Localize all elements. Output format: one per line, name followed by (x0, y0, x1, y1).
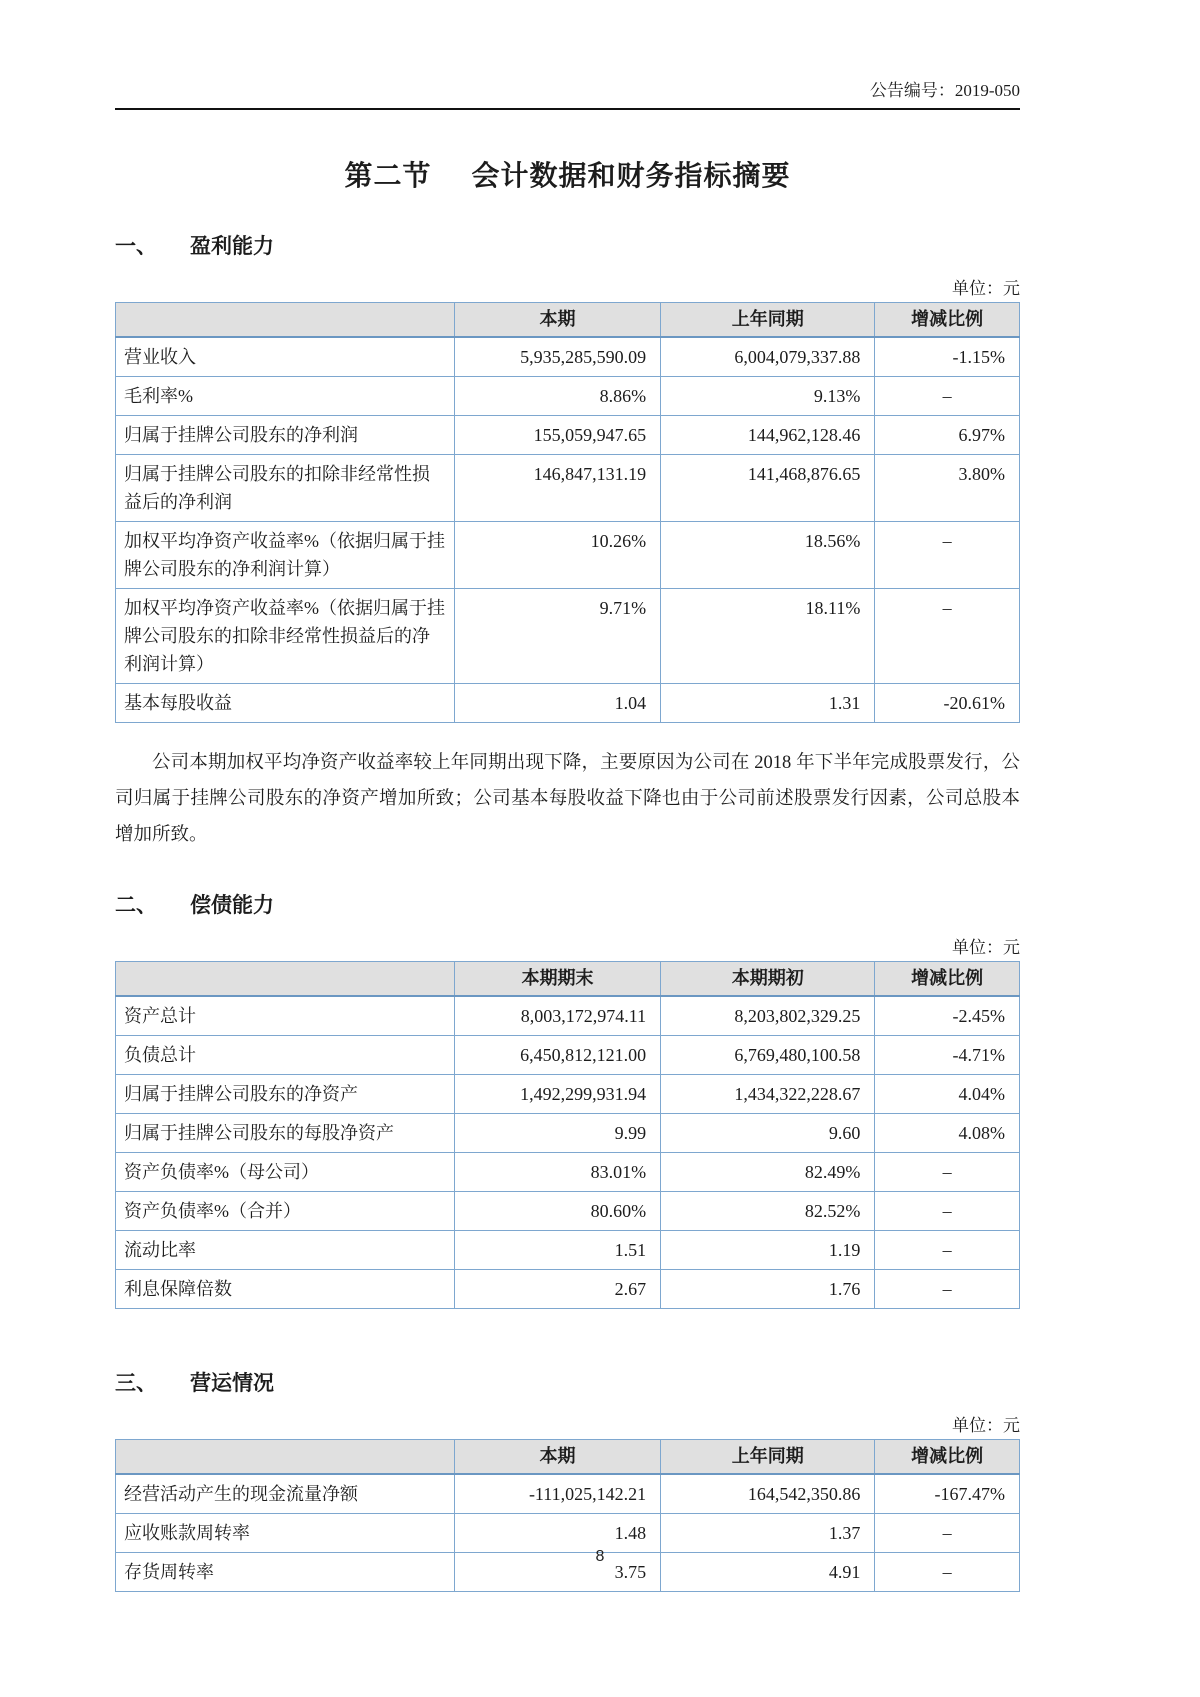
column-header: 增减比例 (875, 962, 1020, 997)
cell-value: – (875, 1270, 1020, 1309)
table-row (116, 522, 1020, 589)
cell-value: 141,468,876.65 (661, 455, 875, 522)
row-label: 归属于挂牌公司股东的净资产 (116, 1075, 455, 1114)
cell-value: 146,847,131.19 (455, 455, 661, 522)
cell-value: 1.31 (661, 684, 875, 723)
cell-value: 9.60 (661, 1114, 875, 1153)
row-label: 营业收入 (116, 337, 455, 377)
section-index: 三、 (115, 1372, 157, 1395)
cell-value: – (875, 377, 1020, 416)
row-label: 资产负债率%（母公司） (116, 1153, 455, 1192)
cell-value: 4.04% (875, 1075, 1020, 1114)
cell-value: 1.37 (661, 1514, 875, 1553)
row-label: 毛利率% (116, 377, 455, 416)
column-header: 本期 (455, 303, 661, 338)
table-row (116, 996, 1020, 1036)
page-title-section-no: 第二节 (344, 160, 432, 191)
cell-value: 1,434,322,228.67 (661, 1075, 875, 1114)
section-heading-operations (115, 1367, 1020, 1397)
cell-value: – (875, 522, 1020, 589)
profitability-table (115, 302, 1020, 723)
cell-value: – (875, 1514, 1020, 1553)
row-label: 加权平均净资产收益率%（依据归属于挂牌公司股东的净利润计算） (116, 522, 455, 589)
cell-value: 18.11% (661, 589, 875, 684)
page-title (115, 154, 1020, 194)
cell-value: 3.75 (455, 1553, 661, 1592)
cell-value: 155,059,947.65 (455, 416, 661, 455)
column-header: 上年同期 (661, 1440, 875, 1475)
table-row (116, 1075, 1020, 1114)
table-row (116, 684, 1020, 723)
table-row (116, 1231, 1020, 1270)
row-label: 存货周转率 (116, 1553, 455, 1592)
cell-value: 82.52% (661, 1192, 875, 1231)
note-paragraph: 公司本期加权平均净资产收益率较上年同期出现下降，主要原因为公司在 2018 年下半年完成股票发行，公司归属于挂牌公司股东的净资产增加所致；公司基本每股收益下降也由于公司前述股票发行因素，公司总股本增加所致。 (115, 753, 1020, 845)
table-row (116, 1114, 1020, 1153)
table-row (116, 1474, 1020, 1514)
row-label: 归属于挂牌公司股东的扣除非经常性损益后的净利润 (116, 455, 455, 522)
cell-value: -167.47% (875, 1474, 1020, 1514)
column-header: 增减比例 (875, 303, 1020, 338)
table-row (116, 377, 1020, 416)
solvency-table (115, 961, 1020, 1309)
cell-value: 1.19 (661, 1231, 875, 1270)
table-row (116, 1270, 1020, 1309)
row-label-header (116, 1440, 455, 1475)
section-heading-label: 偿债能力 (190, 894, 274, 917)
cell-value: 1.48 (455, 1514, 661, 1553)
cell-value: 144,962,128.46 (661, 416, 875, 455)
unit-label: 单位：元 (952, 938, 1020, 957)
row-label: 应收账款周转率 (116, 1514, 455, 1553)
cell-value: – (875, 1192, 1020, 1231)
row-label: 加权平均净资产收益率%（依据归属于挂牌公司股东的扣除非经常性损益后的净利润计算） (116, 589, 455, 684)
column-header: 增减比例 (875, 1440, 1020, 1475)
table-row (116, 589, 1020, 684)
cell-value: 164,542,350.86 (661, 1474, 875, 1514)
page-number: 8 (595, 1548, 605, 1565)
section-heading-label: 盈利能力 (190, 235, 274, 258)
cell-value: 1.04 (455, 684, 661, 723)
row-label-header (116, 303, 455, 338)
cell-value: 9.99 (455, 1114, 661, 1153)
cell-value: 5,935,285,590.09 (455, 337, 661, 377)
announcement-number: 公告编号：2019-050 (869, 81, 1020, 100)
cell-value: 82.49% (661, 1153, 875, 1192)
row-label: 归属于挂牌公司股东的净利润 (116, 416, 455, 455)
cell-value: -2.45% (875, 996, 1020, 1036)
cell-value: -111,025,142.21 (455, 1474, 661, 1514)
row-label: 资产负债率%（合并） (116, 1192, 455, 1231)
cell-value: -4.71% (875, 1036, 1020, 1075)
cell-value: 4.91 (661, 1553, 875, 1592)
unit-label: 单位：元 (952, 279, 1020, 298)
unit-label: 单位：元 (952, 1416, 1020, 1435)
table-header-row (116, 962, 1020, 997)
cell-value: 18.56% (661, 522, 875, 589)
cell-value: 6,004,079,337.88 (661, 337, 875, 377)
cell-value: -20.61% (875, 684, 1020, 723)
cell-value: -1.15% (875, 337, 1020, 377)
cell-value: 4.08% (875, 1114, 1020, 1153)
table-row (116, 1153, 1020, 1192)
table-header-row (116, 303, 1020, 338)
cell-value: 9.13% (661, 377, 875, 416)
cell-value: 8,203,802,329.25 (661, 996, 875, 1036)
cell-value: 2.67 (455, 1270, 661, 1309)
table-row (116, 337, 1020, 377)
column-header: 本期期初 (661, 962, 875, 997)
table-row (116, 455, 1020, 522)
cell-value: 3.80% (875, 455, 1020, 522)
cell-value: 6,450,812,121.00 (455, 1036, 661, 1075)
cell-value: – (875, 1553, 1020, 1592)
row-label: 归属于挂牌公司股东的每股净资产 (116, 1114, 455, 1153)
cell-value: 1.76 (661, 1270, 875, 1309)
column-header: 上年同期 (661, 303, 875, 338)
cell-value: – (875, 589, 1020, 684)
cell-value: 6.97% (875, 416, 1020, 455)
table-row (116, 416, 1020, 455)
section-index: 一、 (115, 235, 157, 258)
section-index: 二、 (115, 894, 157, 917)
section-heading-profitability (115, 230, 1020, 260)
table-row (116, 1192, 1020, 1231)
row-label: 负债总计 (116, 1036, 455, 1075)
cell-value: 83.01% (455, 1153, 661, 1192)
row-label-header (116, 962, 455, 997)
table-row (116, 1514, 1020, 1553)
table-row (116, 1036, 1020, 1075)
column-header: 本期 (455, 1440, 661, 1475)
cell-value: 10.26% (455, 522, 661, 589)
cell-value: 6,769,480,100.58 (661, 1036, 875, 1075)
row-label: 资产总计 (116, 996, 455, 1036)
cell-value: – (875, 1153, 1020, 1192)
column-header: 本期期末 (455, 962, 661, 997)
cell-value: 8.86% (455, 377, 661, 416)
cell-value: 1,492,299,931.94 (455, 1075, 661, 1114)
row-label: 利息保障倍数 (116, 1270, 455, 1309)
cell-value: 1.51 (455, 1231, 661, 1270)
row-label: 基本每股收益 (116, 684, 455, 723)
cell-value: 9.71% (455, 589, 661, 684)
doc-header (115, 76, 1020, 110)
section-heading-label: 营运情况 (190, 1372, 274, 1395)
cell-value: 8,003,172,974.11 (455, 996, 661, 1036)
page-title-text: 会计数据和财务指标摘要 (471, 160, 791, 191)
cell-value: 80.60% (455, 1192, 661, 1231)
cell-value: – (875, 1231, 1020, 1270)
operations-table (115, 1439, 1020, 1592)
table-header-row (116, 1440, 1020, 1475)
section-heading-solvency (115, 889, 1020, 919)
row-label: 流动比率 (116, 1231, 455, 1270)
row-label: 经营活动产生的现金流量净额 (116, 1474, 455, 1514)
